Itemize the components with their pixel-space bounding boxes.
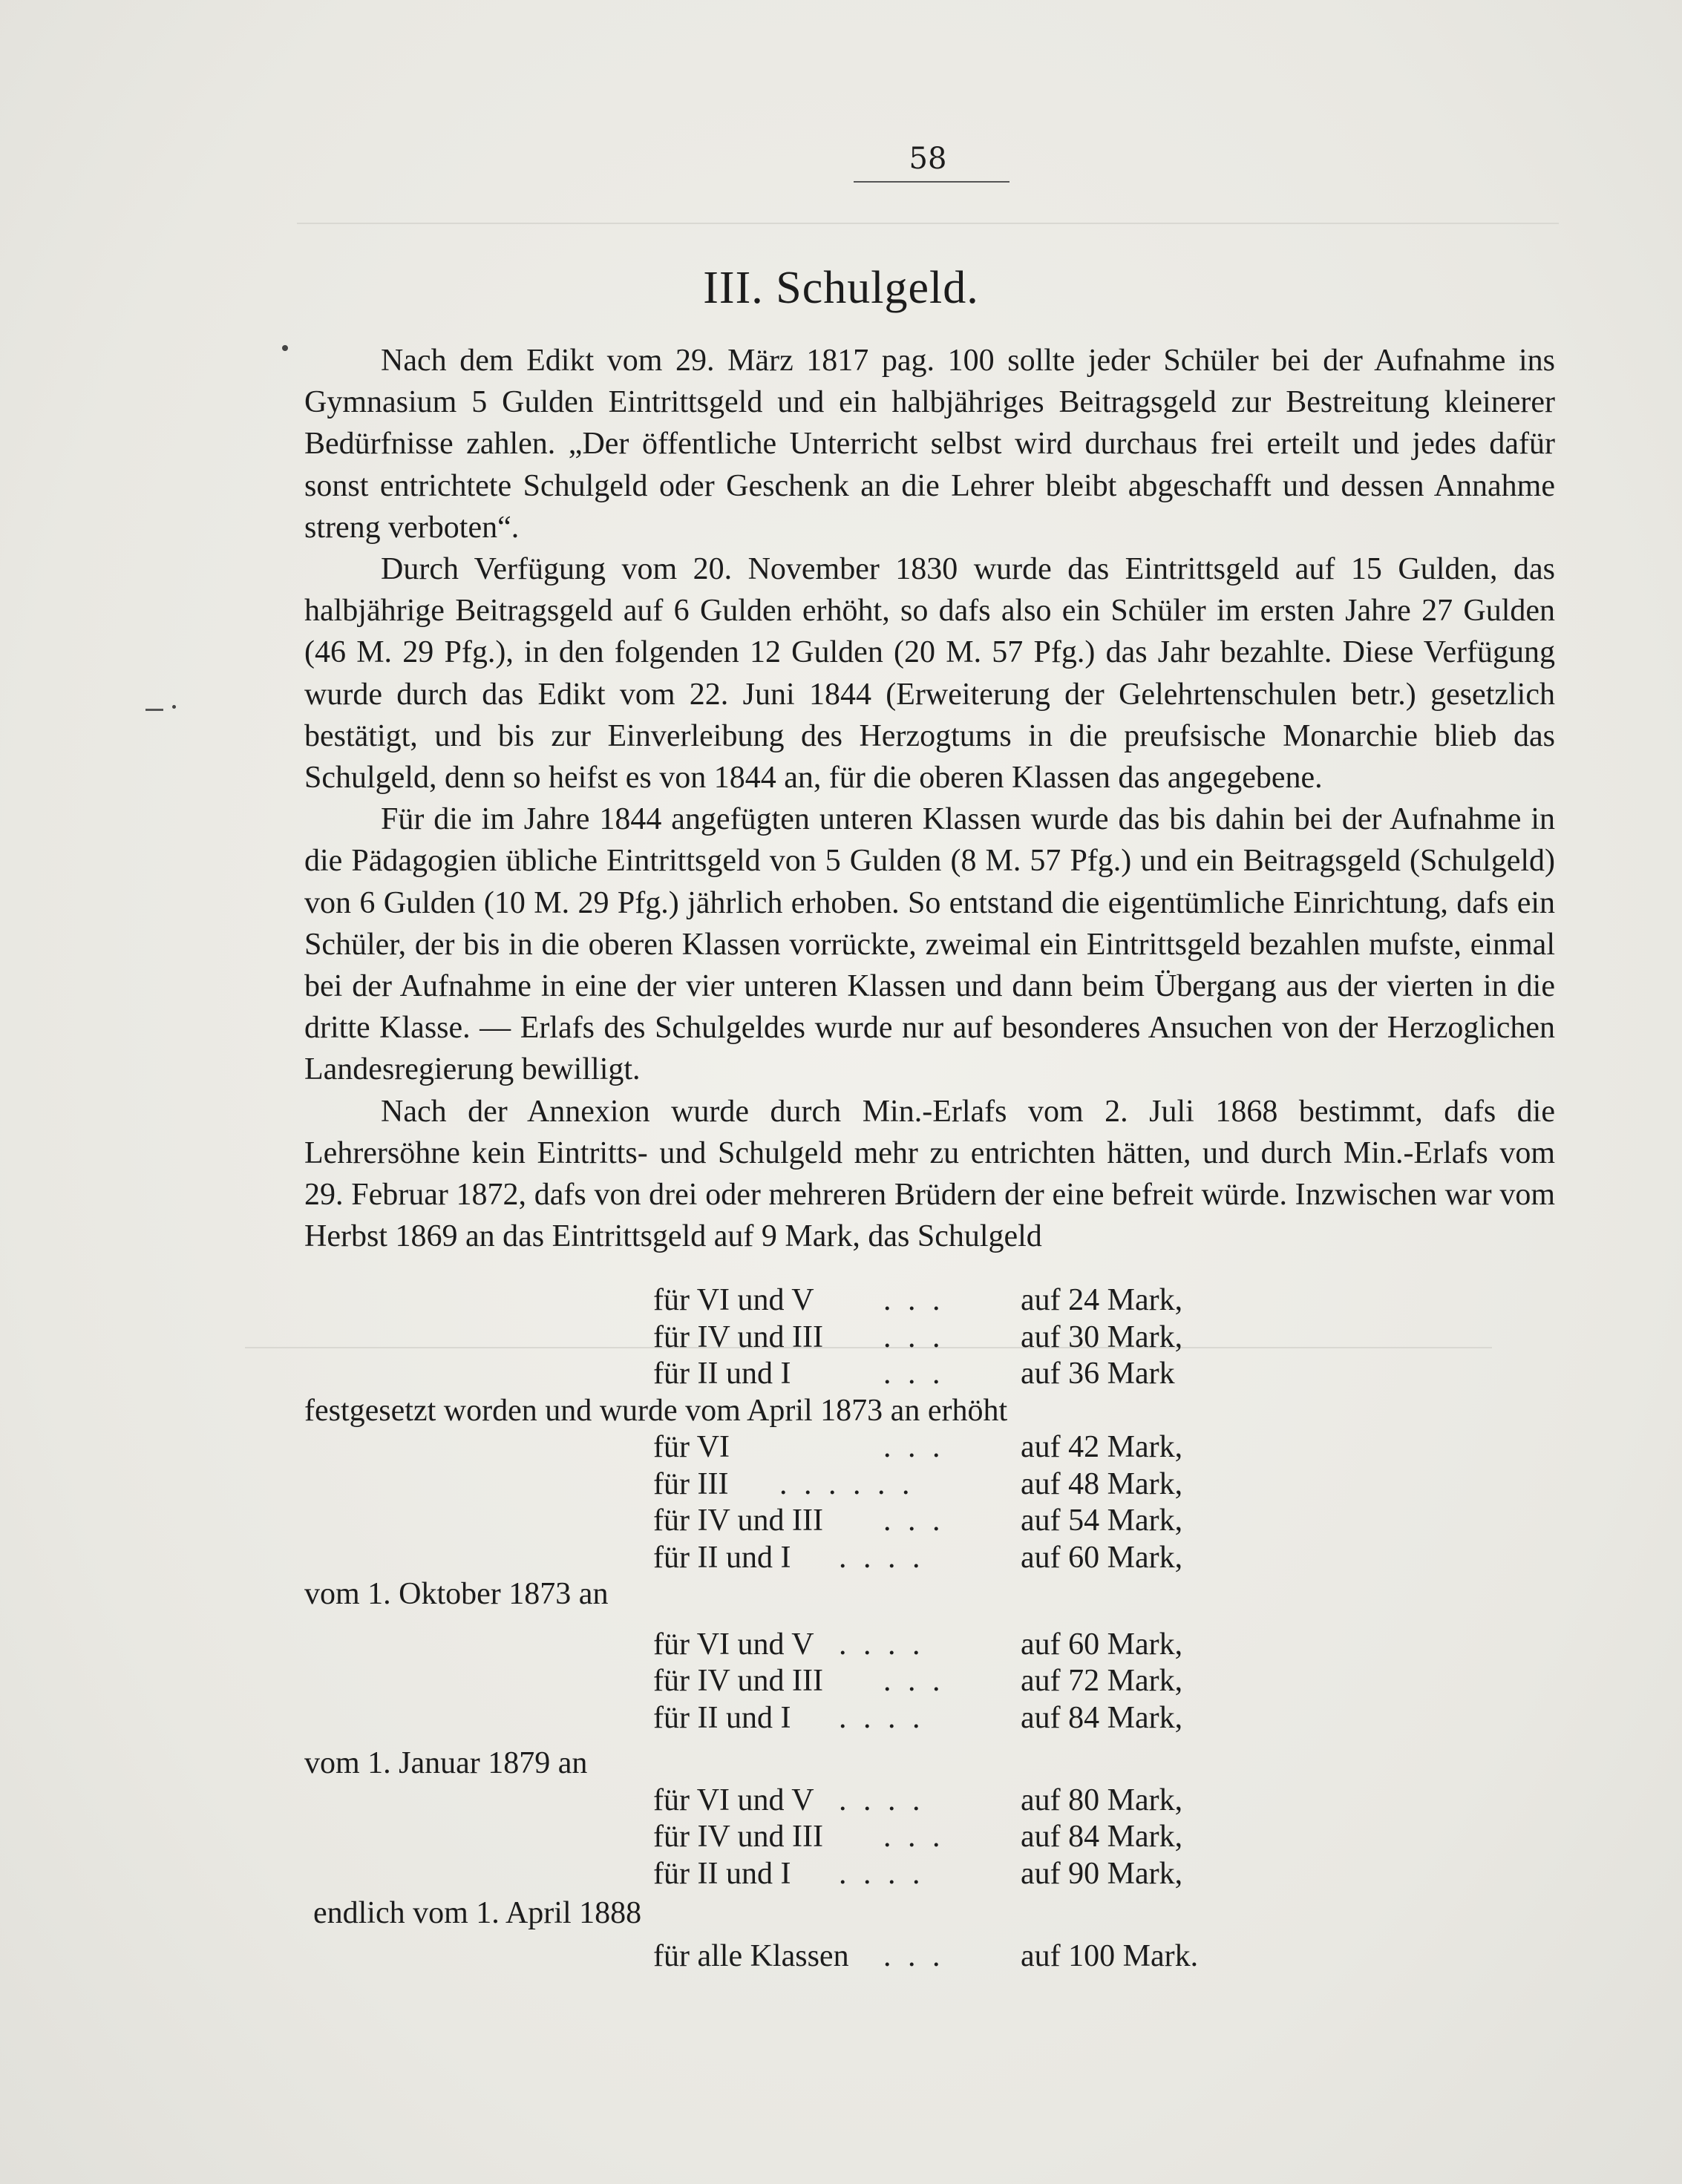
fee-row — [304, 1700, 1566, 1737]
fee-intro: vom 1. Oktober 1873 an — [304, 1577, 609, 1611]
fee-class: für II und I — [653, 1357, 791, 1391]
fee-class: für II und I — [653, 1700, 791, 1735]
fee-leader-dots: . . . — [883, 1319, 945, 1354]
fee-leader-dots: . . . — [883, 1357, 945, 1391]
fee-row — [304, 1282, 1566, 1319]
fee-amount: auf 24 Mark, — [1021, 1283, 1183, 1317]
section-title: III. Schulgeld. — [703, 263, 979, 313]
fee-class: für IV und III — [653, 1820, 823, 1854]
margin-dash — [145, 709, 163, 711]
fee-class: für alle Klassen — [653, 1938, 849, 1973]
fee-leader-dots: . . . — [883, 1283, 945, 1317]
fee-amount: auf 60 Mark, — [1021, 1540, 1183, 1575]
fee-amount: auf 30 Mark, — [1021, 1319, 1183, 1354]
fee-class: für IV und III — [653, 1503, 823, 1538]
fee-class: für III — [653, 1466, 729, 1501]
fee-row — [304, 1783, 1566, 1820]
fee-amount: auf 100 Mark. — [1021, 1938, 1199, 1973]
fee-row — [304, 1429, 1566, 1466]
fee-class: für VI und V — [653, 1783, 814, 1817]
fee-leader-dots: . . . — [883, 1820, 945, 1854]
fee-row — [304, 1663, 1566, 1700]
fee-class: für VI und V — [653, 1283, 814, 1317]
fee-intro: endlich vom 1. April 1888 — [313, 1896, 642, 1930]
fee-row — [304, 1319, 1566, 1357]
fee-amount: auf 90 Mark, — [1021, 1856, 1183, 1891]
fee-amount: auf 36 Mark — [1021, 1357, 1175, 1391]
fee-leader-dots: . . . . — [839, 1783, 925, 1817]
fee-amount: auf 84 Mark, — [1021, 1820, 1183, 1854]
fee-amount: auf 72 Mark, — [1021, 1664, 1183, 1698]
page-number-rule — [854, 181, 1009, 183]
fee-amount: auf 84 Mark, — [1021, 1700, 1183, 1735]
fee-leader-dots: . . . . — [839, 1540, 925, 1575]
fee-leader-dots: . . . — [883, 1430, 945, 1464]
body-text — [304, 340, 1555, 1257]
fee-leader-dots: . . . . . . — [779, 1466, 914, 1501]
fee-row — [304, 1856, 1566, 1893]
margin-speck — [282, 345, 288, 351]
fee-class: für VI und V — [653, 1627, 814, 1662]
page-number: 58 — [909, 142, 947, 176]
margin-speck — [172, 705, 176, 709]
paragraph-1: Nach dem Edikt vom 29. März 1817 pag. 100 sollte jeder Schüler bei der Aufnahme ins Gymnasium 5 Gulden Eintrittsgeld und ein halbjähriges Beitragsgeld zur Bestreitung kleinerer Bedürfnisse zahlen. „Der öffentliche Unterricht selbst wird durchaus frei erteilt und jedes dafür sonst entrichtete Schulgeld oder Geschenk an die Lehrer bleibt abgeschafft und dessen Annahme streng verboten“. — [304, 344, 1555, 545]
fee-intro: vom 1. Januar 1879 an — [304, 1746, 588, 1780]
bleed-through-rule — [297, 223, 1559, 224]
fee-amount: auf 80 Mark, — [1021, 1783, 1183, 1817]
fee-amount: auf 42 Mark, — [1021, 1430, 1183, 1464]
fee-class: für IV und III — [653, 1319, 823, 1354]
fee-leader-dots: . . . — [883, 1938, 945, 1973]
fee-amount: auf 54 Mark, — [1021, 1503, 1183, 1538]
fee-class: für II und I — [653, 1540, 791, 1575]
fee-leader-dots: . . . — [883, 1503, 945, 1538]
paragraph-2: Durch Verfügung vom 20. November 1830 wurde das Eintrittsgeld auf 15 Gulden, das halbjährige Beitragsgeld auf 6 Gulden erhöht, so dafs also ein Schüler im ersten Jahre 27 Gulden (46 M. 29 Pfg.), in den folgenden 12 Gulden (20 M. 57 Pfg.) das Jahr bezahlte. Diese Verfügung wurde durch das Edikt vom 22. Juni 1844 (Erweiterung der Gelehrtenschulen betr.) gesetzlich bestätigt, und bis zur Einverleibung des Herzogtums in die preufsische Monarchie blieb das Schulgeld, denn so heifst es von 1844 an, für die oberen Klassen das angegebene. — [304, 552, 1555, 796]
fee-row — [304, 1503, 1566, 1540]
fee-row — [304, 1356, 1566, 1393]
fee-row — [304, 1466, 1566, 1503]
fee-intro: festgesetzt worden und wurde vom April 1873 an erhöht — [304, 1393, 1008, 1428]
fee-class: für VI — [653, 1430, 730, 1464]
fee-leader-dots: . . . — [883, 1664, 945, 1698]
fee-row — [304, 1938, 1566, 1975]
fee-row — [304, 1627, 1566, 1664]
paragraph-3: Für die im Jahre 1844 angefügten unteren Klassen wurde das bis dahin bei der Aufnahme in die Pädagogien übliche Eintrittsgeld von 5 Gulden (8 M. 57 Pfg.) und ein Beitragsgeld (Schulgeld) von 6 Gulden (10 M. 29 Pfg.) jährlich erhoben. So entstand die eigentümliche Einrichtung, dafs ein Schüler, der bis in die oberen Klassen vorrückte, zweimal ein Eintrittsgeld bezahlen mufste, einmal bei der Aufnahme in eine der vier unteren Klassen und dann beim Übergang aus der vierten in die dritte Klasse. — Erlafs des Schulgeldes wurde nur auf besonderes Ansuchen von der Herzoglichen Landesregierung bewilligt. — [304, 802, 1555, 1087]
fee-leader-dots: . . . . — [839, 1856, 925, 1891]
paragraph-4: Nach der Annexion wurde durch Min.-Erlafs vom 2. Juli 1868 bestimmt, dafs die Lehrersöhne kein Eintritts- und Schulgeld mehr zu entrichten hätten, und durch Min.-Erlafs vom 29. Februar 1872, dafs von drei oder mehreren Brüdern der eine befreit würde. Inzwischen war vom Herbst 1869 an das Eintrittsgeld auf 9 Mark, das Schulgeld — [304, 1094, 1555, 1254]
fee-schedule — [304, 1282, 1566, 1975]
fee-class: für IV und III — [653, 1664, 823, 1698]
fee-row — [304, 1819, 1566, 1856]
fee-leader-dots: . . . . — [839, 1627, 925, 1662]
fee-amount: auf 48 Mark, — [1021, 1466, 1183, 1501]
fee-leader-dots: . . . . — [839, 1700, 925, 1735]
fee-row — [304, 1540, 1566, 1577]
fee-amount: auf 60 Mark, — [1021, 1627, 1183, 1662]
fee-class: für II und I — [653, 1856, 791, 1891]
